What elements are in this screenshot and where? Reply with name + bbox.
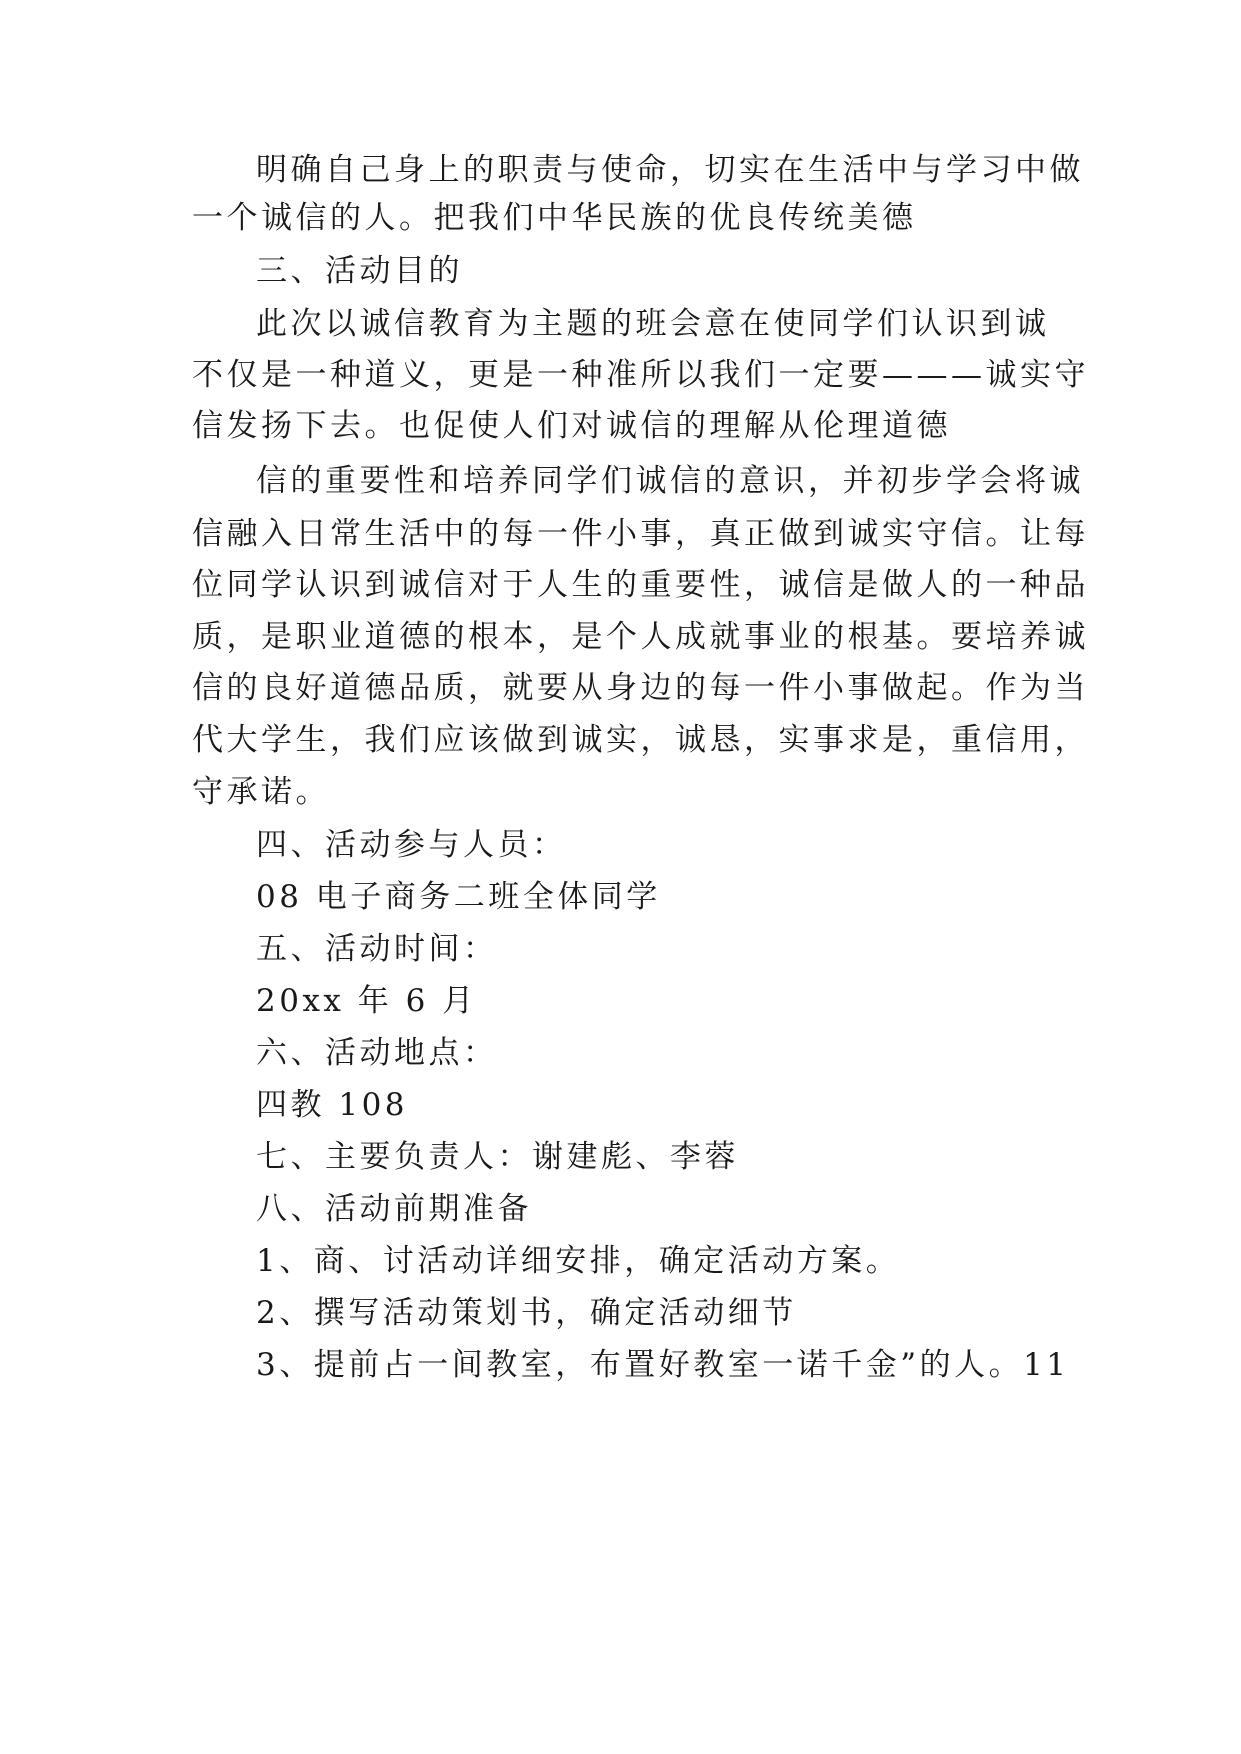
paragraph-line: 08 电子商务二班全体同学 [256,879,661,915]
section-heading: 八、活动前期准备 [256,1191,532,1227]
section-heading: 三、活动目的 [256,253,463,289]
section-heading: 七、主要负责人：谢建彪、李蓉 [256,1139,739,1175]
paragraph-line: 不仅是一种道义，更是一种准所以我们一定要———诚实守 [192,357,1089,393]
paragraph-line: 位同学认识到诚信对于人生的重要性，诚信是做人的一种品 [192,567,1089,603]
paragraph-line: 信融入日常生活中的每一件小事，真正做到诚实守信。让每 [192,516,1089,552]
paragraph-line: 信的重要性和培养同学们诚信的意识，并初步学会将诚 [256,463,1084,499]
section-heading: 四、活动参与人员： [256,827,567,863]
paragraph-line: 明确自己身上的职责与使命，切实在生活中与学习中做 [256,152,1084,188]
paragraph-line: 信的良好道德品质，就要从身边的每一件小事做起。作为当 [192,670,1089,706]
paragraph-line: 质，是职业道德的根本，是个人成就事业的根基。要培养诚 [192,619,1089,655]
paragraph-line: 此次以诚信教育为主题的班会意在使同学们认识到诚 [256,306,1050,342]
paragraph-line: 四教 108 [256,1087,409,1123]
list-item: 1、商、讨活动详细安排，确定活动方案。 [256,1243,901,1279]
section-heading: 六、活动地点： [256,1035,498,1071]
paragraph-line: 一个诚信的人。把我们中华民族的优良传统美德 [192,200,917,236]
list-item: 3、提前占一间教室，布置好教室一诺千金”的人。11 [256,1347,1070,1383]
paragraph-line: 20xx 年 6 月 [256,983,477,1019]
list-item: 2、撰写活动策划书，确定活动细节 [256,1295,797,1331]
paragraph-line: 守承诺。 [192,774,330,810]
section-heading: 五、活动时间： [256,931,498,967]
paragraph-line: 代大学生，我们应该做到诚实，诚恳，实事求是，重信用， [192,722,1089,758]
paragraph-line: 信发扬下去。也促使人们对诚信的理解从伦理道德 [192,408,951,444]
